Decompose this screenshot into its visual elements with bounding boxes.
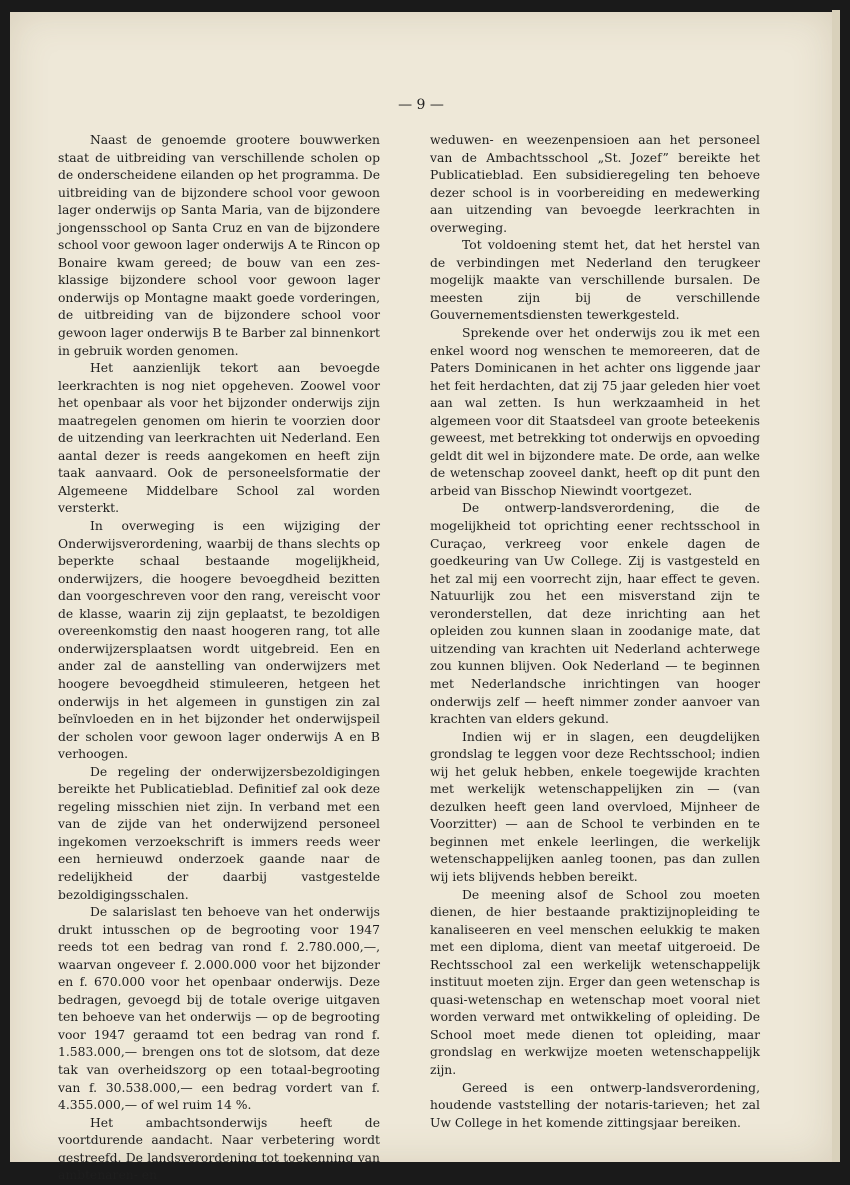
paragraph: De ontwerp-landsverordening, die de mogelijkheid tot oprichting eener rechtsschool in Curaçao, verkreeg voor enkele dagen de goedkeuring van Uw College. Zij is vastgesteld en het zal mij een voorrecht zijn, haar effect te geven. Natuurlijk zou het een misverstand zijn te veronderstellen, dat deze inrichting aan het opleiden zou kunnen slaan in zoodanige mate, dat uitzending van krachten uit Nederland achterwege zou kunnen blijven. Ook Nederland — te beginnen met Nederlandsche inrichtingen van hooger onderwijs zelf — heeft nimmer zonder aanvoer van krachten van elders gekund. bbox=[430, 501, 760, 727]
left-column bbox=[58, 132, 380, 1185]
paragraph: De regeling der onderwijzersbezoldigingen bereikte het Publicatieblad. Definitief zal ook deze regeling misschien niet zijn. In verband met een van de zijde van het onderwijzend personeel ingekomen verzoekschrift is immers reeds weer een hernieuwd onderzoek gaande naar de redelijkheid der daarbij vastgestelde bezoldigingsschalen. bbox=[58, 764, 380, 902]
paragraph: Indien wij er in slagen, een deugdelijken grondslag te leggen voor deze Rechtsschool; indien wij het geluk hebben, enkele toegewijde krachten met werkelijk wetenschappelijken zin — (van dezulken heeft geen land overvloed, Mijnheer de Voorzitter) — aan de School te verbinden en te beginnen met enkele leerlingen, die werkelijk wetenschappelijken aanleg toonen, pas dan zullen wij iets blijvends hebben bereikt. bbox=[430, 729, 760, 884]
paragraph: Sprekende over het onderwijs zou ik met een enkel woord nog wenschen te memoreeren, dat de Paters Dominicanen in het achter ons liggende jaar het feit herdachten, dat zij 75 jaar geleden hier voet aan wal zetten. Is hun werkzaamheid in het algemeen voor dit Staatsdeel van groote beteekenis geweest, met betrekking tot onderwijs en opvoeding geldt dit wel in bijzondere mate. De orde, aan welke de wetenschap zooveel dankt, heeft op dit punt den arbeid van Bisschop Niewindt voortgezet. bbox=[430, 326, 760, 498]
right-column bbox=[430, 132, 760, 1132]
paragraph: Het aanzienlijk tekort aan bevoegde leerkrachten is nog niet opgeheven. Zoowel voor het openbaar als voor het bijzonder onderwijs zijn maatregelen genomen om hierin te voorzien door de uitzending van leerkrachten uit Nederland. Een aantal dezer is reeds aangekomen en heeft zijn taak aanvaard. Ook de personeelsformatie der Algemeene Middelbare School zal worden versterkt. bbox=[58, 361, 380, 516]
paragraph: De salarislast ten behoeve van het onderwijs drukt intusschen op de begrooting voor 1947 reeds tot een bedrag van rond f. 2.780.000,—, waarvan ongeveer f. 2.000.000 voor het bijzonder en f. 670.000 voor het openbaar onderwijs. Deze bedragen, gevoegd bij de totale overige uitgaven ten behoeve van het onderwijs — op de begrooting voor 1947 geraamd tot een bedrag van rond f. 1.583.000,— brengen ons tot de slotsom, dat deze tak van overheidszorg op een totaal-begrooting van f. 30.538.000,— een bedrag vordert van f. 4.355.000,— of wel ruim 14 %. bbox=[58, 905, 380, 1113]
paragraph: Tot voldoening stemt het, dat het herstel van de verbindingen met Nederland den terugkeer mogelijk maakte van verschillende bursalen. De meesten zijn bij de verschillende Gouvernementsdiensten tewerkgesteld. bbox=[430, 238, 760, 323]
page-number: — 9 — bbox=[398, 97, 444, 113]
page-edge bbox=[832, 10, 840, 1162]
paragraph: In overweging is een wijziging der Onderwijsverordening, waarbij de thans slechts op beperkte schaal bestaande mogelijkheid, onderwijzers, die hoogere bevoegdheid bezitten dan voorgeschreven voor den rang, vereischt voor de klasse, waarin zij zijn geplaatst, te bezoldigen overeenkomstig den naast hoogeren rang, tot alle onderwijzersplaatsen wordt uitgebreid. Een en ander zal de aanstelling van onderwijzers met hoogere bevoegdheid stimuleeren, hetgeen het onderwijs in het algemeen in gunstigen zin zal beïnvloeden en in het bijzonder het onderwijspeil der scholen voor gewoon lager onderwijs A en B verhoogen. bbox=[58, 519, 380, 762]
document-page bbox=[10, 12, 832, 1183]
paragraph: Het ambachtsonderwijs heeft de voortdurende aandacht. Naar verbetering wordt gestreefd. De landsverordening tot toekenning van ambtenaren- en bbox=[58, 1115, 380, 1183]
paragraph: De meening alsof de School zou moeten dienen, de hier bestaande praktizijnopleiding te kanaliseeren en veel menschen eelukkig te maken met een diploma, dient van meetaf uitgeroeid. De Rechtsschool zal een werkelijk wetenschappelijk instituut moeten zijn. Erger dan geen wetenschap is quasi-wetenschap en wetenschap moet vooral niet worden verward met ontwikkeling of opleiding. De School moet mede dienen tot opleiding, maar grondslag en werkwijze moeten wetenschappelijk zijn. bbox=[430, 887, 760, 1077]
paragraph: Naast de genoemde grootere bouwwerken staat de uitbreiding van verschillende scholen op de onderscheidene eilanden op het programma. De uitbreiding van de bijzondere school voor gewoon lager onderwijs op Santa Maria, van de bijzondere jongensschool op Santa Cruz en van de bijzondere school voor gewoon lager onderwijs A te Rincon op Bonaire kwam gereed; de bouw van een zes-klassige bijzondere school voor gewoon lager onderwijs op Montagne maakt goede vorderingen, de uitbreiding van de bijzondere school voor gewoon lager onderwijs B te Barber zal binnenkort in gebruik worden genomen. bbox=[58, 133, 380, 358]
paragraph: Gereed is een ontwerp-landsverordening, houdende vaststelling der notaris-tarieven; het zal Uw College in het komende zittingsjaar bereiken. bbox=[430, 1080, 760, 1130]
paragraph-continued: weduwen- en weezenpensioen aan het personeel van de Ambachtsschool „St. Jozef” bereikte het Publicatieblad. Een subsidieregeling ten behoeve dezer school is in voorbereiding en medewerking aan uitzending van bevoegde leerkrachten in overweging. bbox=[430, 133, 760, 235]
